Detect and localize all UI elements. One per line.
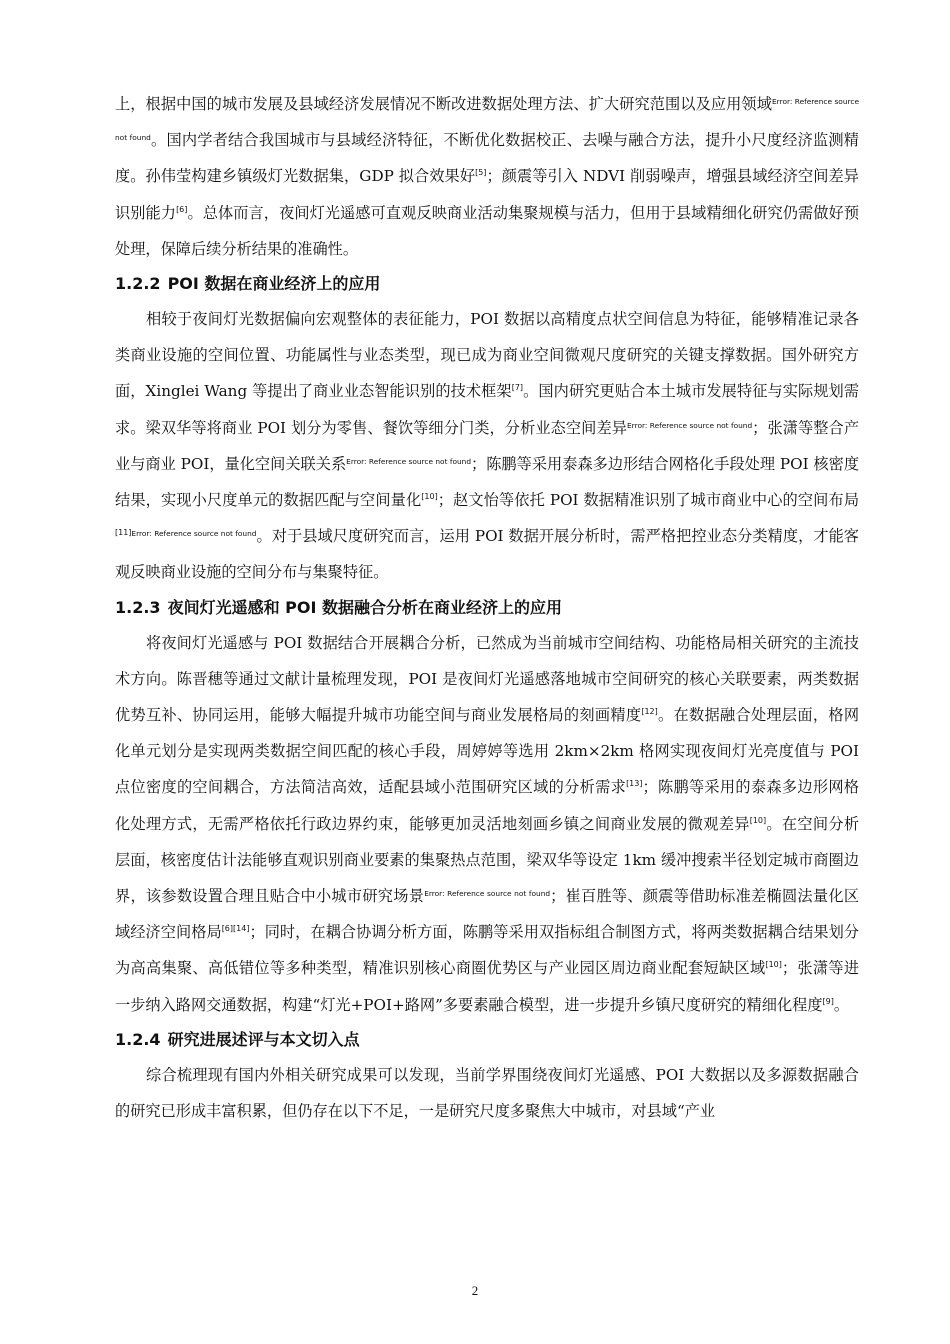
section-number: 1.2.4 xyxy=(115,1029,161,1049)
paragraph-nightlight-summary xyxy=(115,86,859,267)
citation: [9] xyxy=(822,996,834,1006)
section-heading-1-2-3 xyxy=(115,591,859,625)
text: 相较于夜间灯光数据偏向宏观整体的表征能力，POI 数据以高精度点状空间信息为特征，能够精准记录各类商业设施的空间位置、功能属性与业态类型，现已成为商业空间微观尺度研究的关键支撑数据。国外研究方面，Xinglei Wang 等提出了商业业态智能识别的技术框架 xyxy=(115,310,859,401)
citation-error: Error: Reference source not found xyxy=(115,97,859,143)
section-title: 研究进展述评与本文切入点 xyxy=(167,1029,360,1049)
citation: [13] xyxy=(626,779,643,789)
text: 。在空间分析层面，核密度估计法能够直观识别商业要素的集聚热点范围，梁双华等设定 1km 缓冲搜索半径划定城市商圈边界，该参数设置合理且贴合中小城市研究场景 xyxy=(115,814,860,906)
citation: [5] xyxy=(475,168,487,178)
section-title: 夜间灯光遥感和 POI 数据融合分析在商业经济上的应用 xyxy=(167,597,562,617)
paragraph-review xyxy=(115,1057,859,1129)
text: 。对于县域尺度研究而言，运用 POI 数据开展分析时，需严格把控业态分类精度，才能客观反映商业设施的空间分布与集聚特征。 xyxy=(115,527,859,582)
page-body xyxy=(115,86,859,1129)
section-number: 1.2.3 xyxy=(115,597,161,617)
text: ；同时，在耦合协调分析方面，陈鹏等采用双指标组合制图方式，将两类数据耦合结果划分为高高集聚、高低错位等多种类型，精准识别核心商圈优势区与产业园区周边商业配套短缺区域 xyxy=(115,923,860,978)
section-heading-1-2-2 xyxy=(115,267,859,301)
citation: [10] xyxy=(765,960,782,970)
section-number: 1.2.2 xyxy=(115,274,161,294)
text: 综合梳理现有国内外相关研究成果可以发现，当前学界围绕夜间灯光遥感、POI 大数据以及多源数据融合的研究已形成丰富积累，但仍存在以下不足，一是研究尺度多聚焦大中城市，对县域“产业 xyxy=(115,1065,859,1121)
text: 将夜间灯光遥感与 POI 数据结合开展耦合分析，已然成为当前城市空间结构、功能格局相关研究的主流技术方向。陈晋穗等通过文献计量梳理发现，POI 是夜间灯光遥感落地城市空间研究的核心关联要素，两类数据优势互补、协同运用，能够大幅提升城市功能空间与商业发展格局的刻画精度 xyxy=(115,633,859,725)
text: ；张潇等进一步纳入路网交通数据，构建“灯光+POI+路网”多要素融合模型，进一步提升乡镇尺度研究的精细化程度 xyxy=(115,959,860,1014)
citation-error: Error: Reference source not found xyxy=(346,456,472,466)
text: 。 xyxy=(833,995,850,1014)
text: 。国内研究更贴合本土城市发展特征与实际规划需求。梁双华等将商业 POI 划分为零售、餐饮等细分门类，分析业态空间差异 xyxy=(115,382,860,437)
citation-error: Error: Reference source not found xyxy=(131,529,257,539)
text: ；陈鹏等采用泰森多边形结合网格化手段处理 POI 核密度结果，实现小尺度单元的数据匹配与空间量化 xyxy=(115,454,860,510)
text: 。总体而言，夜间灯光遥感可直观反映商业活动集聚规模与活力，但用于县域精细化研究仍需做好预处理，保障后续分析结果的准确性。 xyxy=(115,203,860,258)
citation: [6] xyxy=(176,204,188,214)
text: 。国内学者结合我国城市与县域经济特征，不断优化数据校正、去噪与融合方法，提升小尺度经济监测精度。孙伟莹构建乡镇级灯光数据集，GDP 拟合效果好 xyxy=(115,131,859,186)
citation: [10] xyxy=(421,492,438,502)
citation: [12] xyxy=(641,707,658,717)
text: ；陈鹏等采用的泰森多边形网格化处理方式，无需严格依托行政边界约束，能够更加灵活地刻画乡镇之间商业发展的微观差异 xyxy=(115,778,860,833)
text: ；张潇等整合产业与商业 POI，量化空间关联关系 xyxy=(115,418,860,473)
text: 。在数据融合处理层面，格网化单元划分是实现两类数据空间匹配的核心手段，周婷婷等选用 2km×2km 格网实现夜间灯光亮度值与 POI 点位密度的空间耦合，方法简洁高效，适配县域小范围研究区域的分析需求 xyxy=(115,706,860,797)
page-number: 2 xyxy=(471,1283,479,1298)
citation-error: Error: Reference source not found xyxy=(627,420,753,430)
citation-error: Error: Reference source not found xyxy=(424,889,551,899)
paragraph-fusion-analysis xyxy=(115,625,859,1023)
citation: [10] xyxy=(749,815,767,825)
section-title: POI 数据在商业经济上的应用 xyxy=(167,274,381,294)
section-heading-1-2-4 xyxy=(115,1023,859,1057)
paragraph-poi-application xyxy=(115,301,859,591)
text: ；颜震等引入 NDVI 削弱噪声，增强县域经济空间差异识别能力 xyxy=(115,167,859,222)
text: ；崔百胜等、颜震等借助标准差椭圆法量化区域经济空间格局 xyxy=(115,887,860,942)
citation: [7] xyxy=(511,383,524,393)
citation: [11] xyxy=(115,528,132,538)
text: ；赵文怡等依托 POI 数据精准识别了城市商业中心的空间布局 xyxy=(437,491,860,510)
citation: [6][14] xyxy=(221,924,250,934)
text: 上，根据中国的城市发展及县域经济发展情况不断改进数据处理方法、扩大研究范围以及应用领域 xyxy=(115,95,772,113)
